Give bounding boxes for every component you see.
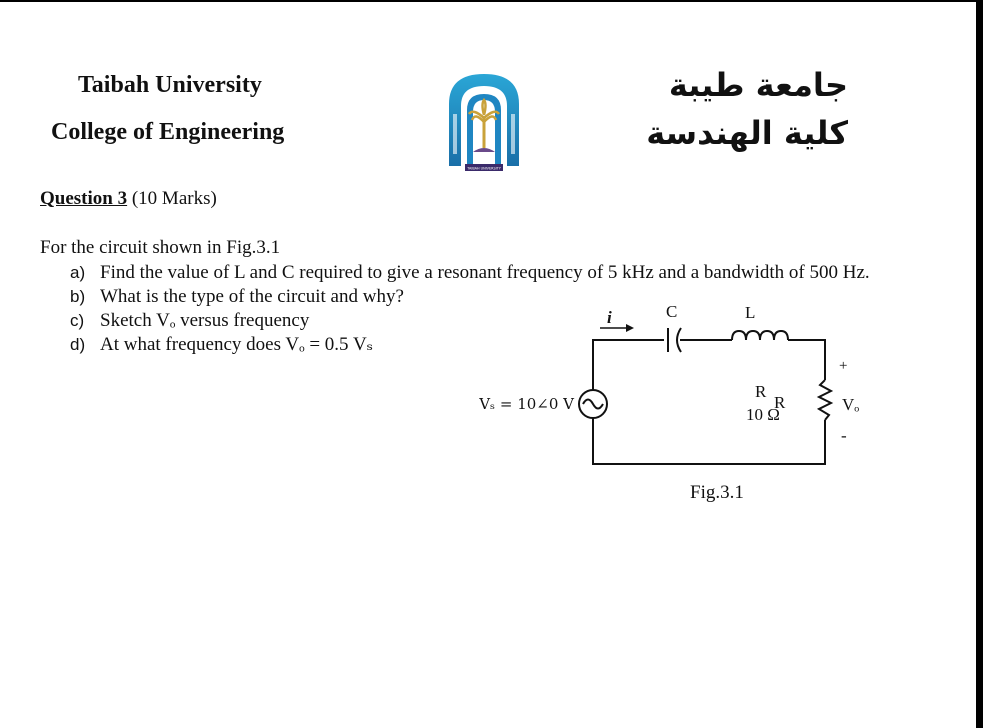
question-item-a bbox=[70, 262, 870, 284]
capacitor-label: C bbox=[666, 302, 678, 321]
university-logo-icon bbox=[445, 70, 523, 174]
wire-top-left bbox=[593, 340, 664, 390]
item-text: Find the value of L and C required to give a resonant frequency of 5 kHz and a bandwidth of 500 Hz. bbox=[100, 262, 870, 283]
question-marks: (10 Marks) bbox=[131, 188, 217, 209]
source-label: Vₛ = 10∠0 V bbox=[479, 395, 574, 413]
item-text: Sketch Vₒ versus frequency bbox=[100, 310, 310, 331]
question-heading bbox=[40, 188, 217, 210]
output-label: Vₒ bbox=[842, 395, 860, 414]
university-name-ar: جامعة طيبة bbox=[668, 66, 848, 104]
question-item-c bbox=[70, 310, 309, 332]
resistor-symbol bbox=[819, 380, 831, 420]
wire-bottom bbox=[593, 418, 825, 464]
question-item-d bbox=[70, 333, 373, 356]
figure-caption: Fig.3.1 bbox=[690, 482, 744, 503]
inductor-label: L bbox=[745, 303, 756, 322]
university-name-en: Taibah University bbox=[78, 72, 262, 98]
exam-page bbox=[0, 2, 976, 728]
item-label: a) bbox=[70, 263, 86, 282]
ac-source-symbol bbox=[579, 390, 607, 418]
question-title: Question 3 bbox=[40, 188, 128, 209]
current-arrow-icon bbox=[600, 324, 634, 332]
capacitor-symbol bbox=[668, 328, 681, 352]
output-plus: + bbox=[839, 358, 848, 374]
wire-top-right bbox=[788, 340, 825, 380]
current-label: i bbox=[607, 308, 612, 327]
output-minus: - bbox=[841, 426, 847, 445]
resistor-label: R bbox=[755, 382, 767, 401]
resistor-value: 10 Ω bbox=[746, 405, 780, 424]
circuit-diagram bbox=[440, 292, 880, 502]
item-label: c) bbox=[70, 311, 85, 330]
college-name-ar: كلية الهندسة bbox=[646, 114, 848, 152]
item-label: d) bbox=[70, 335, 86, 354]
question-intro: For the circuit shown in Fig.3.1 bbox=[40, 237, 281, 258]
question-item-b bbox=[70, 286, 404, 308]
resistor-symbol-label: R bbox=[774, 393, 786, 412]
logo-banner: TAIBAH UNIVERSITY bbox=[467, 166, 501, 171]
college-name-en: College of Engineering bbox=[51, 119, 285, 145]
item-label: b) bbox=[70, 287, 86, 306]
item-text: What is the type of the circuit and why? bbox=[100, 286, 404, 307]
inductor-symbol bbox=[732, 331, 788, 340]
item-text: At what frequency does Vₒ = 0.5 Vₛ bbox=[100, 334, 374, 355]
